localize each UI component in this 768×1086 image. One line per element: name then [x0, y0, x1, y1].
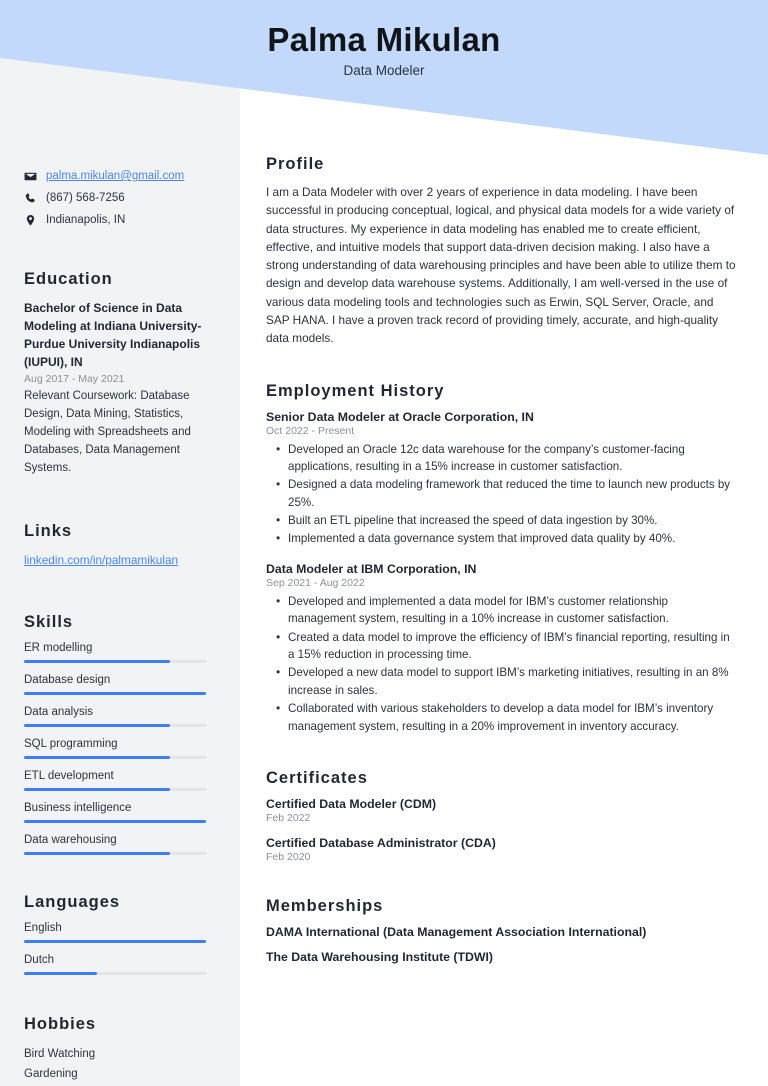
- languages-level-fill: [24, 940, 206, 943]
- languages-level-track: [24, 940, 206, 943]
- skills-level-fill: [24, 660, 170, 663]
- job-bullet: • Created a data model to improve the efficiency of IBM’s financial reporting, resulting in a 15% reduction in processing time.: [288, 629, 738, 664]
- skills-item: [24, 834, 216, 855]
- skills-level-fill: [24, 820, 206, 823]
- job-bullet: • Developed an Oracle 12c data warehouse for the company’s customer-facing applications, resulting in a 15% increase in customer satisfaction.: [288, 441, 738, 476]
- job-entry: [266, 562, 738, 735]
- skills-label: Database design: [24, 673, 111, 686]
- memberships-section: [266, 897, 738, 964]
- skills-item: [24, 706, 216, 727]
- skills-label: SQL programming: [24, 737, 118, 750]
- job-bullet: • Developed and implemented a data model for IBM’s customer relationship management system, resulting in a 10% increase in customer satisfaction.: [288, 593, 738, 628]
- skills-label: Data warehousing: [24, 833, 117, 846]
- job-bullet: • Collaborated with various stakeholders to develop a data model for IBM’s inventory management system, resulting in a 20% improvement in inventory accuracy.: [288, 700, 738, 735]
- skills-label: ETL development: [24, 769, 114, 782]
- candidate-name: Palma Mikulan: [267, 20, 501, 58]
- jobs-list: [266, 410, 738, 735]
- job-entry: [266, 410, 738, 548]
- certificate-entry: [266, 836, 738, 863]
- contact-phone-row: [24, 190, 216, 206]
- skills-item: [24, 770, 216, 791]
- job-bullets: [266, 441, 738, 548]
- main-column: [240, 0, 768, 1086]
- languages-section: [24, 893, 216, 975]
- hobby-item: Gardening: [24, 1068, 78, 1081]
- hobbies-list: [24, 1044, 216, 1084]
- contact-email-link[interactable]: palma.mikulan@gmail.com: [46, 170, 185, 182]
- links-section: [24, 522, 216, 569]
- job-title: Data Modeler at IBM Corporation, IN: [266, 561, 477, 576]
- profile-section: [266, 155, 738, 348]
- skills-level-track: [24, 756, 206, 759]
- skills-level-fill: [24, 756, 170, 759]
- certificates-section: [266, 769, 738, 863]
- skills-level-track: [24, 788, 206, 791]
- languages-level-track: [24, 972, 206, 975]
- certificates-list: [266, 797, 738, 863]
- job-date: Sep 2021 - Aug 2022: [266, 576, 365, 589]
- skills-label: Business intelligence: [24, 801, 132, 814]
- envelope-icon: [24, 170, 37, 183]
- memberships-list: [266, 925, 738, 964]
- skills-list: [24, 642, 216, 855]
- header-text-block: [0, 0, 768, 100]
- job-bullets: [266, 593, 738, 735]
- memberships-heading: Memberships: [266, 897, 384, 915]
- certificate-date: Feb 2022: [266, 812, 311, 824]
- contact-phone-text: (867) 568-7256: [46, 192, 125, 205]
- skills-level-track: [24, 660, 206, 663]
- skills-item: [24, 738, 216, 759]
- hobby-item: Bird Watching: [24, 1047, 96, 1060]
- map-pin-icon: [24, 214, 37, 227]
- hobbies-heading: Hobbies: [24, 1014, 97, 1033]
- certificate-entry: [266, 797, 738, 824]
- job-bullet: • Implemented a data governance system that improved data quality by 40%.: [288, 530, 738, 547]
- job-date: Oct 2022 - Present: [266, 424, 355, 437]
- skills-level-track: [24, 724, 206, 727]
- skills-section: [24, 613, 216, 855]
- link-item-linkedin[interactable]: linkedin.com/in/palmamikulan: [24, 552, 179, 567]
- education-section: [24, 270, 216, 478]
- languages-item: [24, 922, 216, 943]
- candidate-role: Data Modeler: [343, 63, 425, 79]
- links-heading: Links: [24, 521, 73, 540]
- profile-text: I am a Data Modeler with over 2 years of experience in data modeling. I have been successful in producing conceptual, logical, and physical data models for a wide variety of data structures. My experience in data modeling has enabled me to create efficient, effective, and intuitive models that support data-driven decision making. I also have a strong understanding of data warehousing principles and have been able to utilize them to design and develop data warehouse systems. Additionally, I am well-versed in the use of various data modeling tools and technologies such as Erwin, SQL Server, Oracle, and SAP HANA. I have a proven track record of providing timely, accurate, and high-quality data models.: [266, 185, 736, 346]
- skills-label: Data analysis: [24, 705, 94, 718]
- job-bullet: • Developed a new data model to support IBM’s marketing initiatives, resulting in an 8% increase in sales.: [288, 664, 738, 699]
- education-date: Aug 2017 - May 2021: [24, 373, 125, 386]
- skills-item: [24, 674, 216, 695]
- employment-section: [266, 382, 738, 735]
- skills-level-fill: [24, 692, 206, 695]
- languages-list: [24, 922, 216, 975]
- certificates-heading: Certificates: [266, 769, 368, 787]
- employment-heading: Employment History: [266, 381, 445, 400]
- certificate-name: Certified Data Modeler (CDM): [266, 797, 437, 811]
- languages-level-fill: [24, 972, 97, 975]
- education-description: Relevant Coursework: Database Design, Data Mining, Statistics, Modeling with Spreadsheets and Databases, Data Management Systems.: [24, 390, 191, 475]
- certificate-date: Feb 2020: [266, 851, 311, 863]
- contact-email-row: [24, 168, 216, 184]
- skills-heading: Skills: [24, 612, 74, 631]
- education-degree: Bachelor of Science in Data Modeling at Indiana University-Purdue University Indianapolis (IUPUI), IN: [24, 301, 202, 370]
- job-title: Senior Data Modeler at Oracle Corporation, IN: [266, 409, 534, 424]
- certificate-name: Certified Database Administrator (CDA): [266, 836, 496, 850]
- languages-label: English: [24, 921, 62, 934]
- contact-block: [24, 168, 216, 228]
- skills-label: ER modelling: [24, 641, 93, 654]
- education-heading: Education: [24, 270, 113, 289]
- profile-heading: Profile: [266, 155, 325, 173]
- links-list: [24, 551, 216, 569]
- skills-item: [24, 802, 216, 823]
- languages-item: [24, 954, 216, 975]
- job-bullet: • Designed a data modeling framework that reduced the time to launch new products by 25%.: [288, 476, 738, 511]
- skills-level-fill: [24, 788, 170, 791]
- languages-label: Dutch: [24, 953, 55, 966]
- skills-level-track: [24, 852, 206, 855]
- hobbies-section: [24, 1015, 216, 1084]
- job-bullet: • Built an ETL pipeline that increased the speed of data ingestion by 30%.: [288, 512, 738, 529]
- sidebar: [0, 0, 240, 1086]
- contact-location-row: [24, 212, 216, 228]
- skills-level-fill: [24, 852, 170, 855]
- membership-item: DAMA International (Data Management Association International): [266, 925, 647, 939]
- skills-item: [24, 642, 216, 663]
- contact-location-text: Indianapolis, IN: [46, 214, 126, 227]
- membership-item: The Data Warehousing Institute (TDWI): [266, 950, 494, 964]
- skills-level-fill: [24, 724, 170, 727]
- languages-heading: Languages: [24, 892, 121, 911]
- skills-level-track: [24, 820, 206, 823]
- skills-level-track: [24, 692, 206, 695]
- phone-icon: [24, 192, 37, 205]
